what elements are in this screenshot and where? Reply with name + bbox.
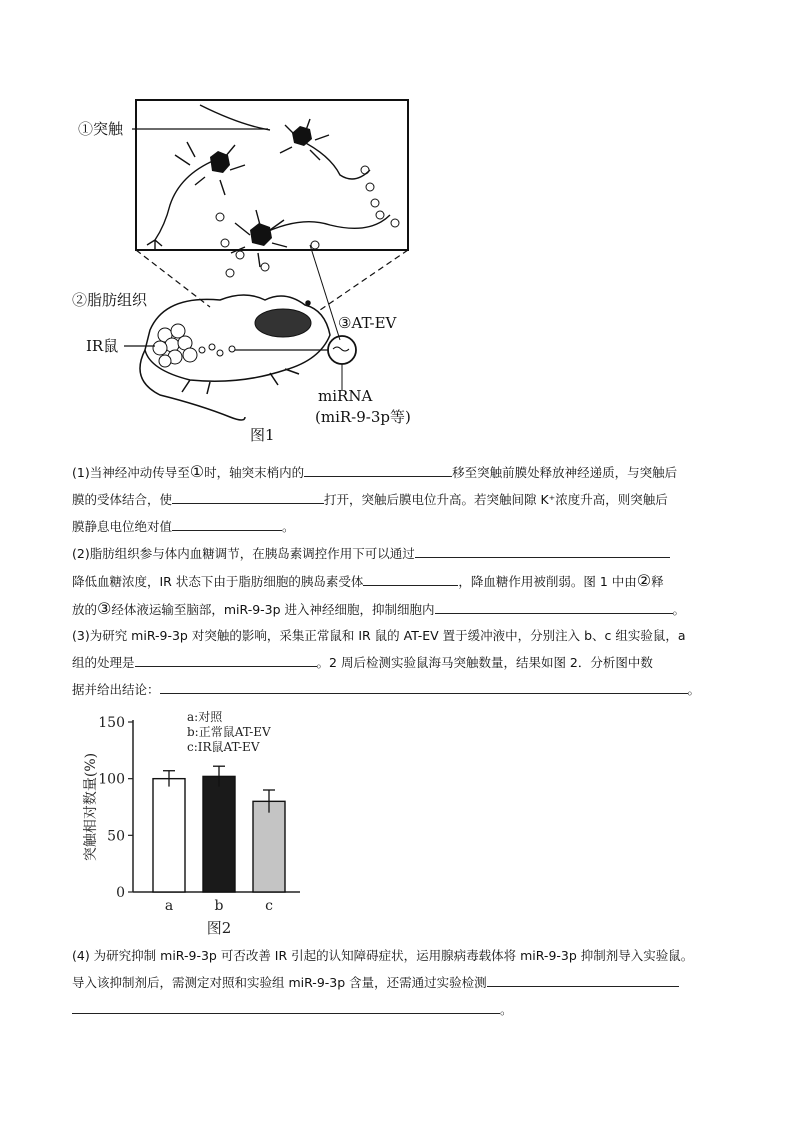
q3-text: (3)为研究 miR-9-3p 对突触的影响，采集正常鼠和 IR 鼠的 AT-EV 置于缓冲液中，分别注入 b、c 组实验鼠，a xyxy=(72,628,686,643)
figure-1-caption: 图1 xyxy=(250,426,275,444)
q1-text: 时，轴突末梢内的 xyxy=(204,465,305,480)
q3-text: 。2 周后检测实验鼠海马突触数量，结果如图 2．分析图中数 xyxy=(316,655,653,670)
q1-text: 。 xyxy=(282,519,295,534)
answer-blank-6[interactable] xyxy=(435,599,673,614)
q2-text: 释 xyxy=(651,574,664,589)
answer-blank-2[interactable] xyxy=(172,489,324,504)
q4-text: 。 xyxy=(500,1002,513,1017)
bar-b xyxy=(203,776,235,892)
question-4 xyxy=(72,942,732,1023)
q2-text: (2)脂肪组织参与体内血糖调节，在胰岛素调控作用下可以通过 xyxy=(72,546,415,561)
x-tick-label-b: b xyxy=(214,898,224,914)
question-1 xyxy=(72,458,732,540)
brain xyxy=(255,309,311,337)
q1-text: 膜静息电位绝对值 xyxy=(72,519,173,534)
q2-text: 放的 xyxy=(72,602,98,617)
q3-text: 组的处理是 xyxy=(72,655,135,670)
answer-blank-10[interactable] xyxy=(72,999,500,1014)
y-tick-label: 50 xyxy=(107,828,125,845)
q3-text: 据并给出结论： xyxy=(72,682,160,697)
chart-legend xyxy=(187,709,271,754)
neuron-cell-bodies xyxy=(210,126,312,246)
q2-text: ，降血糖作用被削弱。图 1 中由 xyxy=(458,574,637,589)
legend-entry: b:正常鼠AT-EV xyxy=(187,725,271,739)
chart-ylabel: 突触相对数量(%) xyxy=(83,752,99,862)
q2-marker: ③ xyxy=(97,599,112,618)
q2-text: 经体液运输至脑部，miR-9-3p 进入神经细胞，抑制细胞内 xyxy=(111,602,435,617)
q3-text: 。 xyxy=(687,682,701,697)
y-tick-label: 0 xyxy=(116,885,125,901)
chart-bars xyxy=(153,766,285,892)
ev-dots xyxy=(199,344,235,356)
zoom-line-left xyxy=(136,250,210,307)
answer-blank-3[interactable] xyxy=(172,516,282,531)
q1-text: 膜的受体结合，使 xyxy=(72,492,173,507)
bar-c xyxy=(253,801,285,892)
answer-blank-7[interactable] xyxy=(135,652,317,667)
legend-entry: c:IR鼠AT-EV xyxy=(187,740,260,754)
label-mirna: miRNA xyxy=(318,387,373,405)
label-ir-mouse: IR鼠 xyxy=(86,337,119,355)
x-tick-label-a: a xyxy=(164,898,174,914)
q2-text: 降低血糖浓度，IR 状态下由于脂肪细胞的胰岛素受体 xyxy=(72,574,364,589)
adipose-tissue xyxy=(153,324,197,367)
q2-text: 。 xyxy=(672,602,686,617)
y-tick-label: 100 xyxy=(98,771,125,788)
answer-blank-5[interactable] xyxy=(363,571,458,586)
figure-2-chart xyxy=(75,705,305,940)
q1-text: 移至突触前膜处释放神经递质，与突触后 xyxy=(452,465,678,480)
answer-blank-4[interactable] xyxy=(415,543,670,558)
legend-entry: a:对照 xyxy=(187,710,223,724)
label-synapse: ①突触 xyxy=(78,120,124,138)
y-tick-label: 150 xyxy=(98,715,125,731)
x-tick-label-c: c xyxy=(265,898,273,914)
question-2 xyxy=(72,540,732,623)
label-adipose: ②脂肪组织 xyxy=(72,291,148,309)
mirna-squiggle xyxy=(333,347,349,351)
figure-2-caption: 图2 xyxy=(206,919,232,937)
zoom-line-right xyxy=(320,250,408,310)
answer-blank-8[interactable] xyxy=(160,679,688,694)
answer-blank-9[interactable] xyxy=(487,972,679,987)
q2-marker: ② xyxy=(636,571,652,590)
figure-1 xyxy=(70,95,430,450)
label-at-ev: ③AT-EV xyxy=(338,314,397,332)
ev-zoom-line xyxy=(310,245,340,340)
question-3 xyxy=(72,622,732,703)
q1-text: 打开，突触后膜电位升高。若突触间隙 K⁺浓度升高，则突触后 xyxy=(324,492,668,507)
bar-a xyxy=(153,779,185,892)
q4-text: (4) 为研究抑制 miR-9-3p 可否改善 IR 引起的认知障碍症状，运用腺病毒载体将 miR-9-3p 抑制剂导入实验鼠。 xyxy=(72,948,694,963)
answer-blank-1[interactable] xyxy=(304,462,452,477)
label-mirna-detail: (miR-9-3p等) xyxy=(315,408,411,426)
q1-marker: ① xyxy=(189,462,205,481)
q4-text: 导入该抑制剂后，需测定对照和实验组 miR-9-3p 含量，还需通过实验检测 xyxy=(72,975,487,990)
q1-text: (1)当神经冲动传导至 xyxy=(72,465,190,480)
